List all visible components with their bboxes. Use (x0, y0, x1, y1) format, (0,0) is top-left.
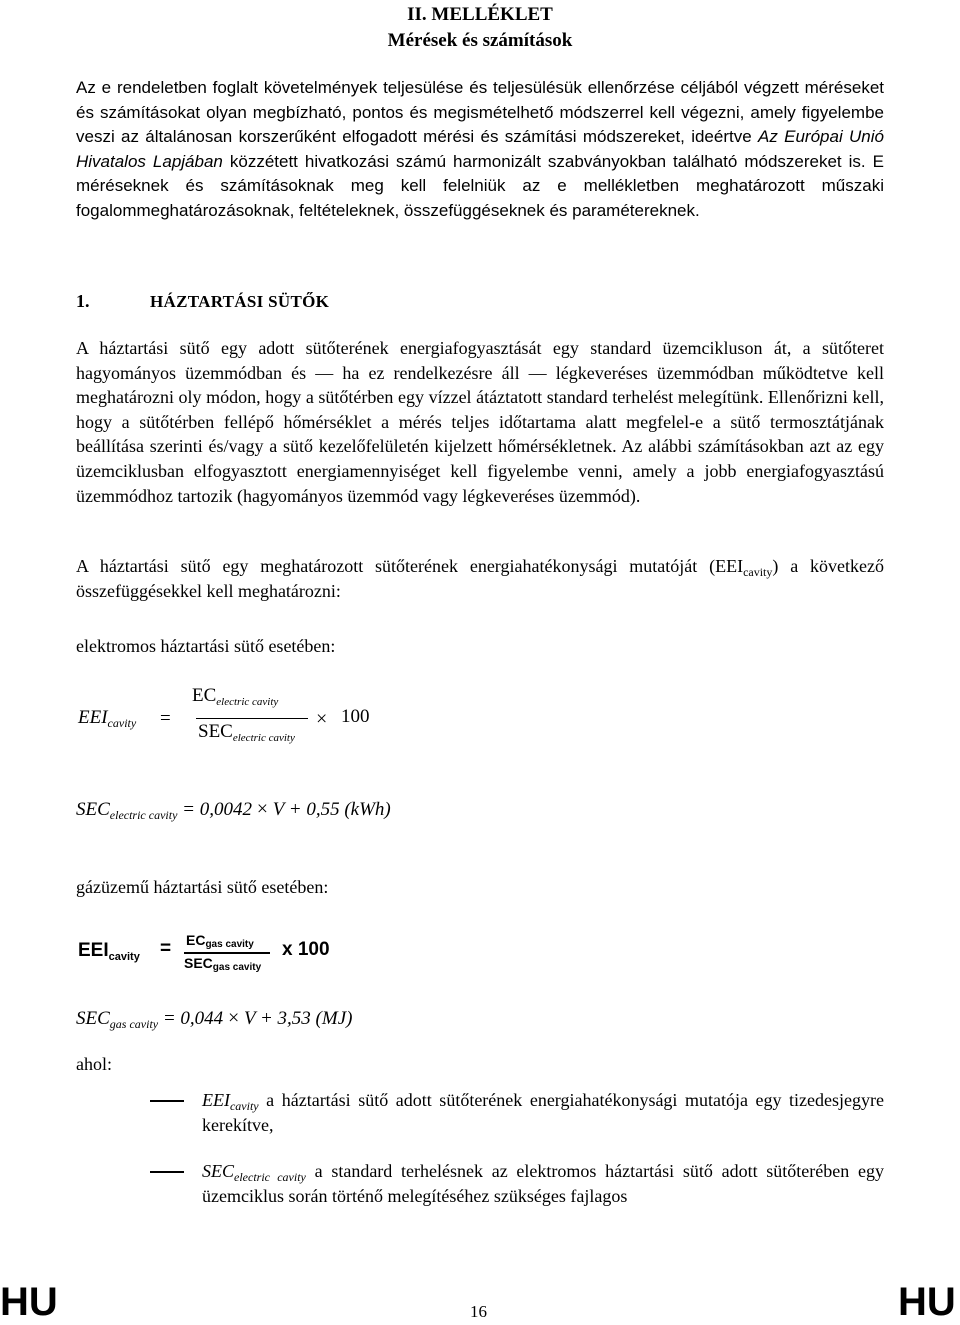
gas-formula-lhs (78, 940, 140, 962)
journal-name: Az Európai Unió Hivatalos Lapjában (76, 127, 884, 171)
gas-lhs-symbol: EEI (78, 940, 109, 961)
gas-times: x (282, 939, 293, 960)
fraction-bar (196, 718, 308, 719)
sec-electric-coef: = 0,0042 (177, 799, 252, 820)
bullet-text: a háztartási sütő adott sütőterének energiahatékonysági mutatója egy tizedesjegyre kerekítve, (202, 1090, 884, 1135)
annex-title: II. MELLÉKLET (407, 4, 553, 25)
formula-denominator (198, 721, 295, 743)
gas-numerator-sub: gas cavity (205, 939, 254, 950)
footer-language-left: HU (0, 1280, 58, 1324)
gas-lhs-sub: cavity (108, 951, 140, 963)
multiply-sign: × (316, 708, 328, 730)
sec-gas-symbol: SEC (76, 1008, 110, 1029)
sec-gas-sub: gas cavity (109, 1017, 159, 1031)
bullet-item (202, 1159, 884, 1208)
bullet-term-symbol: EEI (202, 1090, 230, 1110)
denominator-sub: electric cavity (232, 732, 295, 744)
gas-factor: 100 (297, 939, 330, 960)
where-label: ahol: (76, 1054, 112, 1074)
sec-gas-times: × (227, 1007, 240, 1029)
sec-electric-formula (76, 798, 391, 821)
sec-gas-rest: V + 3,53 (MJ) (243, 1008, 353, 1029)
eei-definition-paragraph (76, 554, 884, 603)
bullet-term-sub: cavity (229, 1099, 259, 1113)
gas-formula-equals: = (160, 938, 172, 959)
bullet-dash (150, 1100, 184, 1102)
sec-electric-symbol: SEC (76, 799, 110, 820)
sec-gas-formula (76, 1007, 352, 1030)
section-number: 1. (76, 291, 90, 311)
sec-electric-sub: electric cavity (109, 808, 178, 822)
gas-denominator-symbol: SEC (184, 955, 213, 971)
gas-numerator (186, 932, 254, 948)
sec-electric-times: × (256, 798, 269, 820)
bullet-text: a standard terhelésnek az elektromos háztartási sütő adott sütőterében egy üzemciklus során történő melegítéséhez szükséges fajlagos (202, 1161, 884, 1206)
electric-oven-label: elektromos háztartási sütő esetében: (76, 636, 336, 656)
intro-text-2: közzétett hivatkozási számú harmonizált szabványokban található módszereket is. E méréseknek és számításoknak meg kell felelniük az e mellékletben meghatározott műszaki fogalommeghatározásoknak, feltételeknek, összefüggéseknek és paramétereknek. (76, 151, 884, 220)
gas-numerator-symbol: EC (186, 932, 206, 948)
page-number: 16 (470, 1302, 487, 1321)
gas-fraction-bar (184, 952, 270, 954)
bullet-term (202, 1090, 259, 1113)
section-title: HÁZTARTÁSI SÜTŐK (150, 292, 330, 311)
annex-subtitle: Mérések és számítások (387, 30, 573, 51)
formula-equals: = (160, 708, 171, 729)
formula-factor: 100 (341, 706, 370, 727)
formula-lhs-symbol: EEI (78, 707, 108, 728)
gas-denominator-sub: gas cavity (212, 962, 262, 973)
gas-oven-label: gázüzemű háztartási sütő esetében: (76, 877, 329, 897)
formula-lhs (78, 707, 136, 729)
oven-measurement-paragraph: A háztartási sütő egy adott sütőterének energiafogyasztását egy standard üzemcikluson át, a sütőteret hagyományos üzemmódban és — ha ez rendelkezésre áll — légkeveréses üzemmódban működtetve kell meghatározni oly módon, hogy a sütőtérben egy vízzel átáztatott standard terhelést melegítünk. Ellenőrizni kell, hogy a sütőtérben fellépő hőmérséklet a mérés teljes időtartama alatt megfelel-e a sütő termosztátjának beállítása szerinti és/vagy a sütő kezelőfelületén kijelzett hőmérsékletnek. Az alábbi számításokban azt az egy üzemciklusban elfogyasztott energiamennyiséget kell figyelembe venni, amely a jobb energiafogyasztású üzemmódhoz tartozik (hagyományos üzemmód vagy légkeveréses üzemmód). (76, 338, 884, 506)
bullet-item (202, 1088, 884, 1137)
sec-gas-coef: = 0,044 (158, 1008, 224, 1029)
eei-paragraph-text-2: ) a következő összefüggésekkel kell meghatározni: (76, 556, 884, 601)
numerator-symbol: EC (192, 685, 217, 706)
formula-lhs-sub: cavity (107, 716, 137, 730)
gas-denominator (184, 955, 261, 971)
formula-numerator (192, 685, 278, 707)
denominator-symbol: SEC (198, 721, 233, 742)
bullet-term (202, 1161, 306, 1184)
eei-paragraph-sub: cavity (743, 565, 773, 579)
footer-language-right: HU (898, 1280, 956, 1324)
gas-multiply-sign (282, 939, 330, 961)
bullet-term-symbol: SEC (202, 1161, 235, 1181)
sec-electric-rest: V + 0,55 (kWh) (272, 799, 391, 820)
bullet-term-sub: electric cavity (234, 1170, 306, 1184)
bullet-dash (150, 1171, 184, 1173)
eei-paragraph-text-1: A háztartási sütő egy meghatározott sütőterének energiahatékonysági mutatóját (EEI (76, 556, 744, 576)
intro-paragraph (76, 76, 884, 223)
numerator-sub: electric cavity (216, 696, 279, 708)
intro-text-1: Az e rendeletben foglalt követelmények teljesülése és teljesülésük ellenőrzése céljából végzett méréseket és számításokat olyan megbízható, pontos és megismételhető módszerrel kell végezni, amely figyelembe veszi az általánosan korszerűként elfogadott mérési és számítási módszereket, ideértve (76, 78, 884, 146)
